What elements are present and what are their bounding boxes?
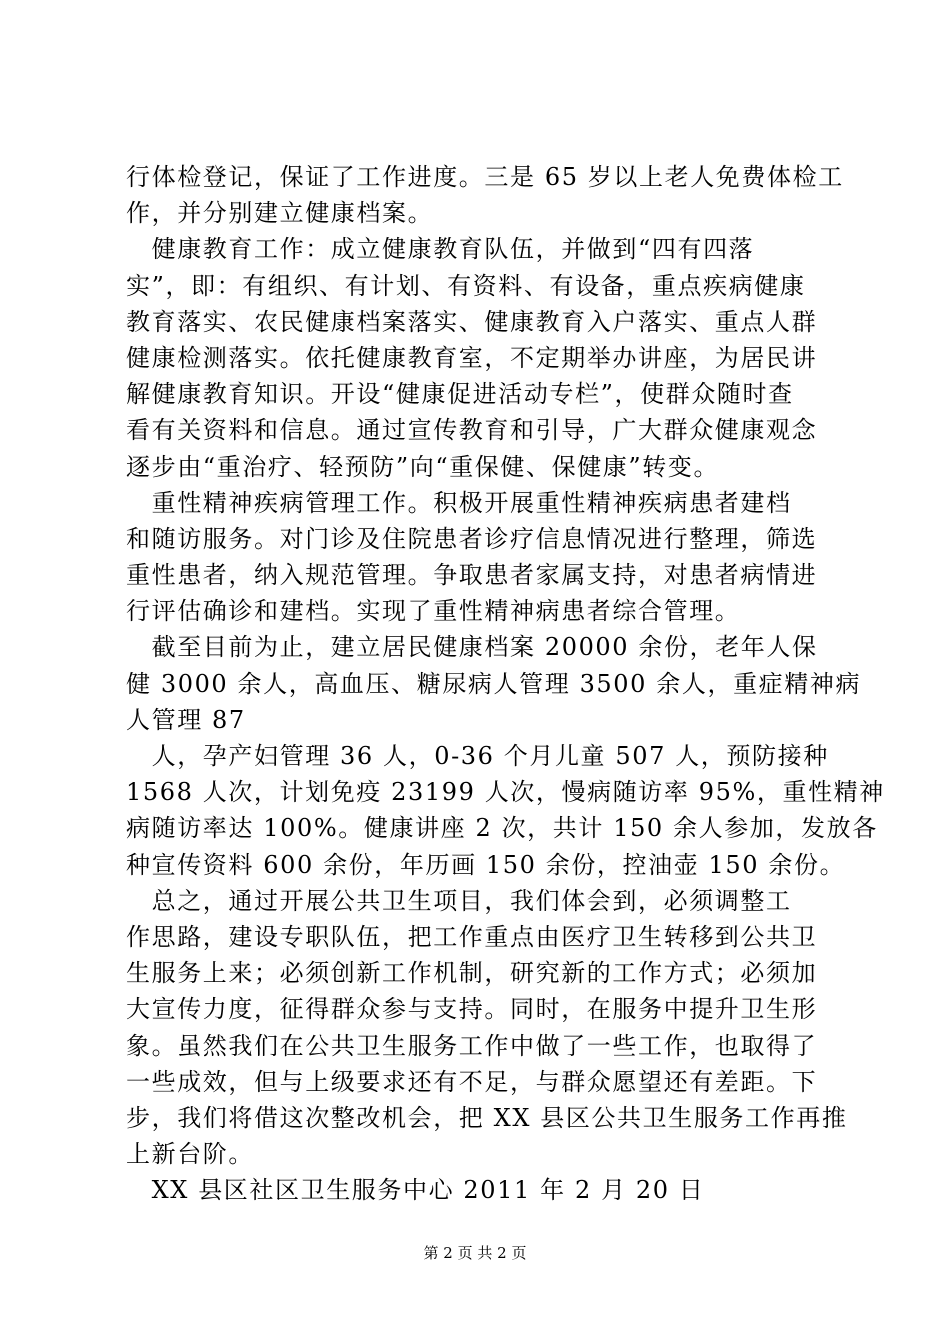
text-line: 行体检登记，保证了工作进度。三是 65 岁以上老人免费体检工 — [126, 163, 844, 191]
text-line: 象。虽然我们在公共卫生服务工作中做了一些工作，也取得了 — [126, 1031, 818, 1060]
text-line: 健康教育工作：成立健康教育队伍，并做到“四有四落 — [126, 235, 755, 264]
text-line: 截至目前为止，建立居民健康档案 20000 余份，老年人保 — [126, 633, 818, 662]
text-line: 作思路，建设专职队伍，把工作重点由医疗卫生转移到公共卫 — [126, 922, 818, 951]
text-line: 行评估确诊和建档。实现了重性精神病患者综合管理。 — [126, 597, 741, 626]
text-line: 1568 人次，计划免疫 23199 人次，慢病随访率 95%，重性精神 — [126, 778, 885, 807]
text-line: 种宣传资料 600 余份，年历画 150 余份，控油壶 150 余份。 — [126, 850, 846, 879]
text-line: 教育落实、农民健康档案落实、健康教育入户落实、重点人群 — [126, 307, 818, 336]
signature-line: XX 县区社区卫生服务中心 2011 年 2 月 20 日 — [126, 1176, 705, 1205]
text-line: 健康检测落实。依托健康教育室，不定期举办讲座，为居民讲 — [126, 343, 818, 372]
text-line: 作，并分别建立健康档案。 — [126, 199, 434, 228]
text-line: 看有关资料和信息。通过宣传教育和引导，广大群众健康观念 — [126, 416, 818, 445]
text-line: 生服务上来；必须创新工作机制，研究新的工作方式；必须加 — [126, 959, 818, 988]
text-line: 大宣传力度，征得群众参与支持。同时，在服务中提升卫生形 — [126, 995, 818, 1024]
body-text — [126, 159, 885, 1208]
text-line: 实”，即：有组织、有计划、有资料、有设备，重点疾病健康 — [126, 271, 806, 300]
text-line: 病随访率达 100%。健康讲座 2 次，共计 150 余人参加，发放各 — [126, 814, 878, 843]
page-footer — [0, 1243, 950, 1263]
text-line: 和随访服务。对门诊及住院患者诊疗信息情况进行整理，筛选 — [126, 524, 818, 553]
page-number-label: 第 2 页 共 2 页 — [423, 1244, 527, 1262]
text-line: 总之，通过开展公共卫生项目，我们体会到，必须调整工 — [126, 886, 792, 915]
text-line: 健 3000 余人，高血压、糖尿病人管理 3500 余人，重症精神病 — [126, 669, 862, 698]
text-line: 一些成效，但与上级要求还有不足，与群众愿望还有差距。下 — [126, 1067, 818, 1096]
text-line: 上新台阶。 — [126, 1140, 254, 1169]
text-line: 步，我们将借这次整改机会，把 XX 县区公共卫生服务工作再推 — [126, 1103, 848, 1132]
text-line: 人管理 87 — [126, 705, 246, 734]
text-line: 解健康教育知识。开设“健康促进活动专栏”，使群众随时查 — [126, 380, 794, 409]
text-line: 重性精神疾病管理工作。积极开展重性精神疾病患者建档 — [126, 488, 792, 517]
text-line: 逐步由“重治疗、轻预防”向“重保健、保健康”转变。 — [126, 452, 720, 481]
text-line: 人，孕产妇管理 36 人，0-36 个月儿童 507 人，预防接种 — [126, 742, 829, 770]
text-line: 重性患者，纳入规范管理。争取患者家属支持，对患者病情进 — [126, 561, 818, 590]
